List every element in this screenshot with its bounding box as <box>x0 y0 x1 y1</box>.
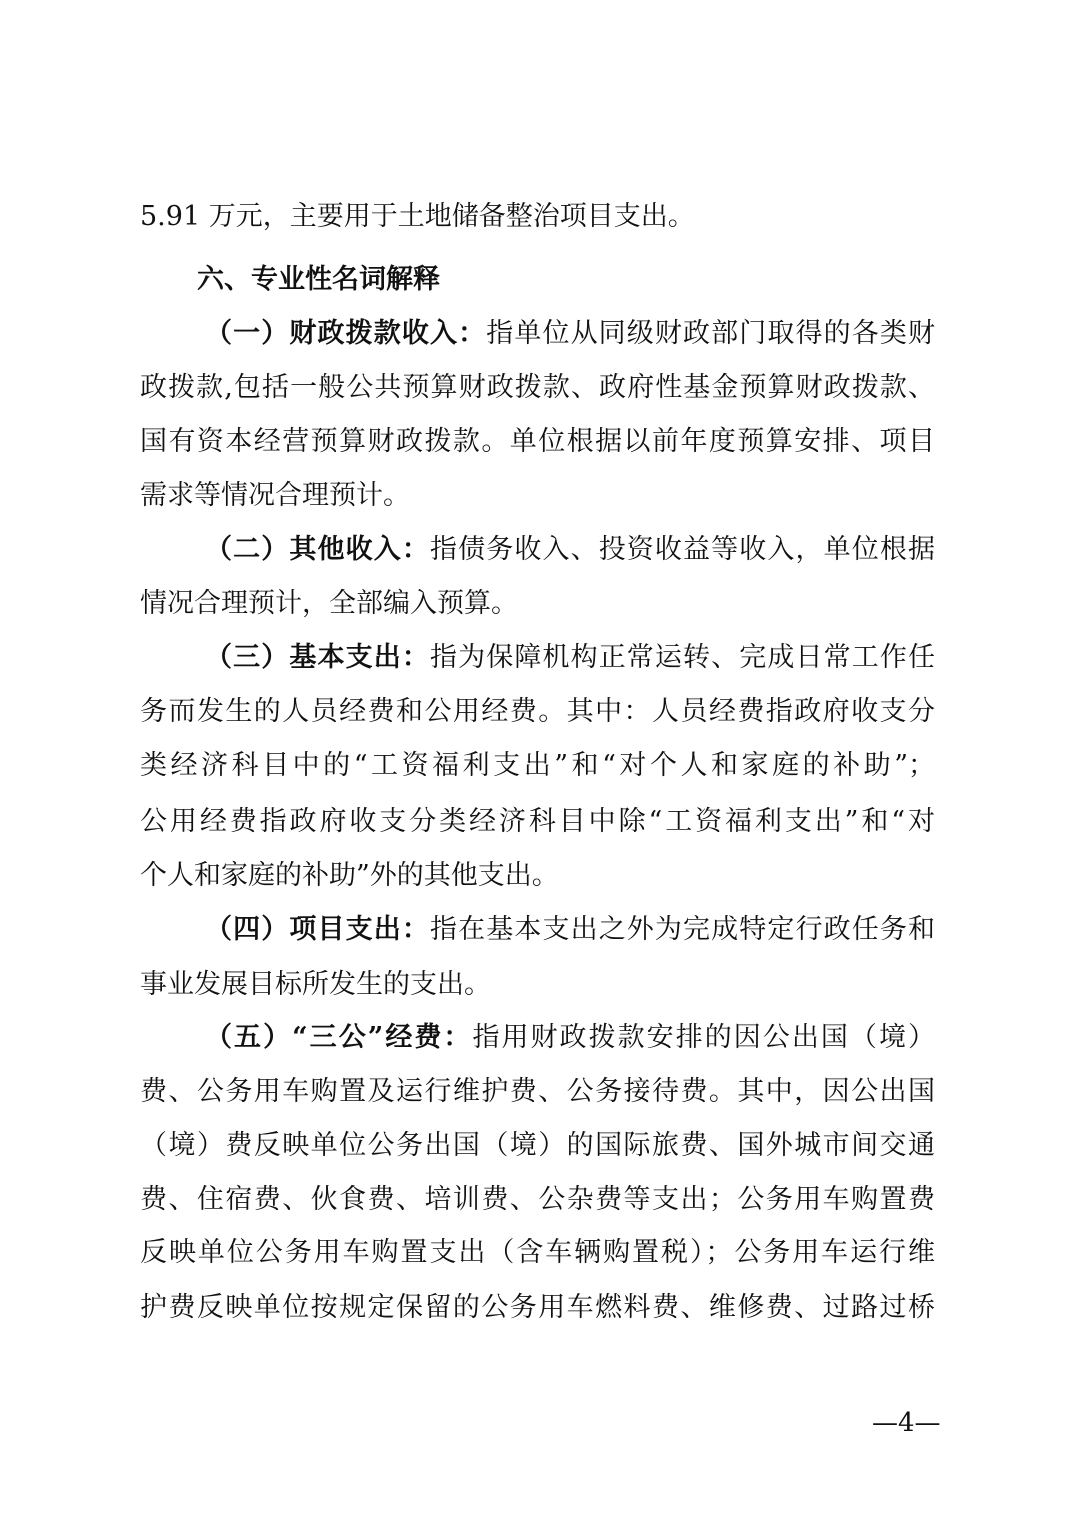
paragraph-line <box>205 314 935 354</box>
paragraph-line: 务而发生的人员经费和公用经费。其中：人员经费指政府收支分 <box>140 696 935 727</box>
term-label: （四）项目支出： <box>205 914 430 945</box>
text: 指债务收入、投资收益等收入，单位根据 <box>429 534 936 565</box>
section-heading: 六、专业性名词解释 <box>197 264 440 295</box>
paragraph-line: 需求等情况合理预计。 <box>140 480 410 511</box>
paragraph-line <box>205 530 935 570</box>
paragraph-line: 费、公务用车购置及运行维护费、公务接待费。其中，因公出国 <box>140 1076 935 1107</box>
paragraph-line: 个人和家庭的补助”外的其他支出。 <box>140 860 559 891</box>
paragraph-line <box>205 1018 935 1058</box>
page-number: —4— <box>872 1408 941 1438</box>
text-line: 5.91 万元，主要用于土地储备整治项目支出。 <box>140 201 695 232</box>
term-label: （一）财政拨款收入： <box>205 318 487 349</box>
paragraph-line: 国有资本经营预算财政拨款。单位根据以前年度预算安排、项目 <box>140 426 935 457</box>
paragraph-line <box>205 910 935 950</box>
paragraph-line: 情况合理预计，全部编入预算。 <box>140 588 518 619</box>
term-label: （五）“三公”经费： <box>205 1022 473 1053</box>
paragraph-line: 事业发展目标所发生的支出。 <box>140 969 491 1000</box>
paragraph-line: 类经济科目中的“工资福利支出”和“对个人和家庭的补助”； <box>140 750 935 781</box>
paragraph-line: 反映单位公务用车购置支出（含车辆购置税）；公务用车运行维 <box>140 1237 935 1268</box>
paragraph-line: 护费反映单位按规定保留的公务用车燃料费、维修费、过路过桥 <box>140 1292 935 1323</box>
text: 指单位从同级财政部门取得的各类财 <box>486 318 936 349</box>
text: 指用财政拨款安排的因公出国（境） <box>472 1022 935 1053</box>
text: 指为保障机构正常运转、完成日常工作任 <box>429 642 936 673</box>
term-label: （二）其他收入： <box>205 534 430 565</box>
paragraph-line <box>205 638 935 678</box>
text: 指在基本支出之外为完成特定行政任务和 <box>429 914 936 945</box>
term-label: （三）基本支出： <box>205 642 430 673</box>
paragraph-line: 政拨款,包括一般公共预算财政拨款、政府性基金预算财政拨款、 <box>140 372 935 403</box>
paragraph-line: 公用经费指政府收支分类经济科目中除“工资福利支出”和“对 <box>140 806 935 837</box>
paragraph-line: 费、住宿费、伙食费、培训费、公杂费等支出；公务用车购置费 <box>140 1184 935 1215</box>
paragraph-line: （境）费反映单位公务出国（境）的国际旅费、国外城市间交通 <box>140 1130 935 1161</box>
